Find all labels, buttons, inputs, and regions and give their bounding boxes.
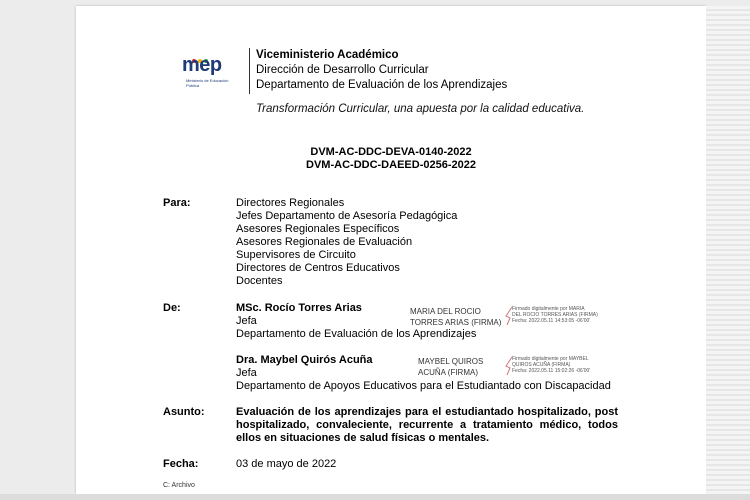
fecha-label: Fecha: — [163, 458, 199, 470]
recipient: Asesores Regionales de Evaluación — [236, 236, 413, 248]
sender-1-dept: Departamento de Evaluación de los Aprendizajes — [236, 328, 477, 340]
de-label: De: — [163, 302, 181, 314]
signature-2-detail-3: Fecha: 2022.05.11 15:02:26 -06'00' — [512, 368, 591, 374]
document-codes — [76, 146, 706, 172]
tagline: Transformación Curricular, una apuesta por la calidad educativa. — [256, 103, 585, 115]
logo-subtitle: Ministerio de Educación Pública — [186, 78, 229, 88]
sender-2-role: Jefa — [236, 367, 257, 379]
header-divider — [249, 48, 250, 94]
code-1: DVM-AC-DDC-DEVA-0140-2022 — [310, 146, 472, 158]
document-page — [76, 6, 706, 494]
header-block — [256, 48, 507, 93]
signature-2-line-2: ACUÑA (FIRMA) — [418, 368, 478, 377]
signature-2-line-1: MAYBEL QUIROS — [418, 357, 484, 366]
signature-2-detail-2: QUIROS ACUÑA (FIRMA) — [512, 362, 571, 368]
fecha-value: 03 de mayo de 2022 — [236, 458, 337, 470]
cc-archivo: C: Archivo — [163, 482, 195, 489]
signature-1-detail — [512, 306, 622, 324]
sender-1-role: Jefa — [236, 315, 257, 327]
header-line-1: Viceministerio Académico — [256, 49, 399, 61]
mep-logo — [182, 54, 244, 90]
signature-1-name — [410, 306, 501, 328]
recipients-list — [236, 197, 457, 288]
recipient: Asesores Regionales Específicos — [236, 223, 400, 235]
asunto-text: Evaluación de los aprendizajes para el estudiantado hospitalizado, post hospitalizado, convaleciente, recurrente a tratamiento médico, todos ellos en situaciones de salud físicas o mentales. — [236, 406, 618, 444]
recipient: Jefes Departamento de Asesoría Pedagógica — [236, 210, 458, 222]
header-line-2: Dirección de Desarrollo Curricular — [256, 64, 429, 76]
recipient: Directores Regionales — [236, 197, 345, 209]
viewer-bottom-edge — [0, 494, 750, 500]
signature-2-detail-1: Firmado digitalmente por MAYBEL — [512, 356, 589, 362]
recipient: Docentes — [236, 275, 283, 287]
viewer-scroll-area[interactable] — [706, 6, 750, 494]
sender-2-dept: Departamento de Apoyos Educativos para el Estudiantado con Discapacidad — [236, 380, 611, 392]
header-line-3: Departamento de Evaluación de los Aprendizajes — [256, 79, 508, 91]
code-2: DVM-AC-DDC-DAEED-0256-2022 — [306, 159, 476, 171]
viewer-background — [0, 0, 76, 500]
signature-2-name — [418, 356, 483, 378]
sender-2-name: Dra. Maybel Quirós Acuña — [236, 354, 373, 366]
signature-2-detail — [512, 356, 622, 374]
recipient: Supervisores de Circuito — [236, 249, 356, 261]
recipient: Directores de Centros Educativos — [236, 262, 400, 274]
signature-1-detail-3: Fecha: 2022.05.11 14:53:05 -06'00' — [512, 318, 591, 324]
signature-1-detail-2: DEL ROCIO TORRES ARIAS (FIRMA) — [512, 312, 598, 318]
para-label: Para: — [163, 197, 191, 209]
sender-1-name: MSc. Rocío Torres Arias — [236, 302, 362, 314]
signature-1-detail-1: Firmado digitalmente por MARIA — [512, 306, 585, 312]
signature-1-line-1: MARIA DEL ROCIO — [410, 307, 481, 316]
signature-1-line-2: TORRES ARIAS (FIRMA) — [410, 318, 502, 327]
asunto-label: Asunto: — [163, 406, 205, 418]
logo-text: mep — [182, 54, 222, 76]
